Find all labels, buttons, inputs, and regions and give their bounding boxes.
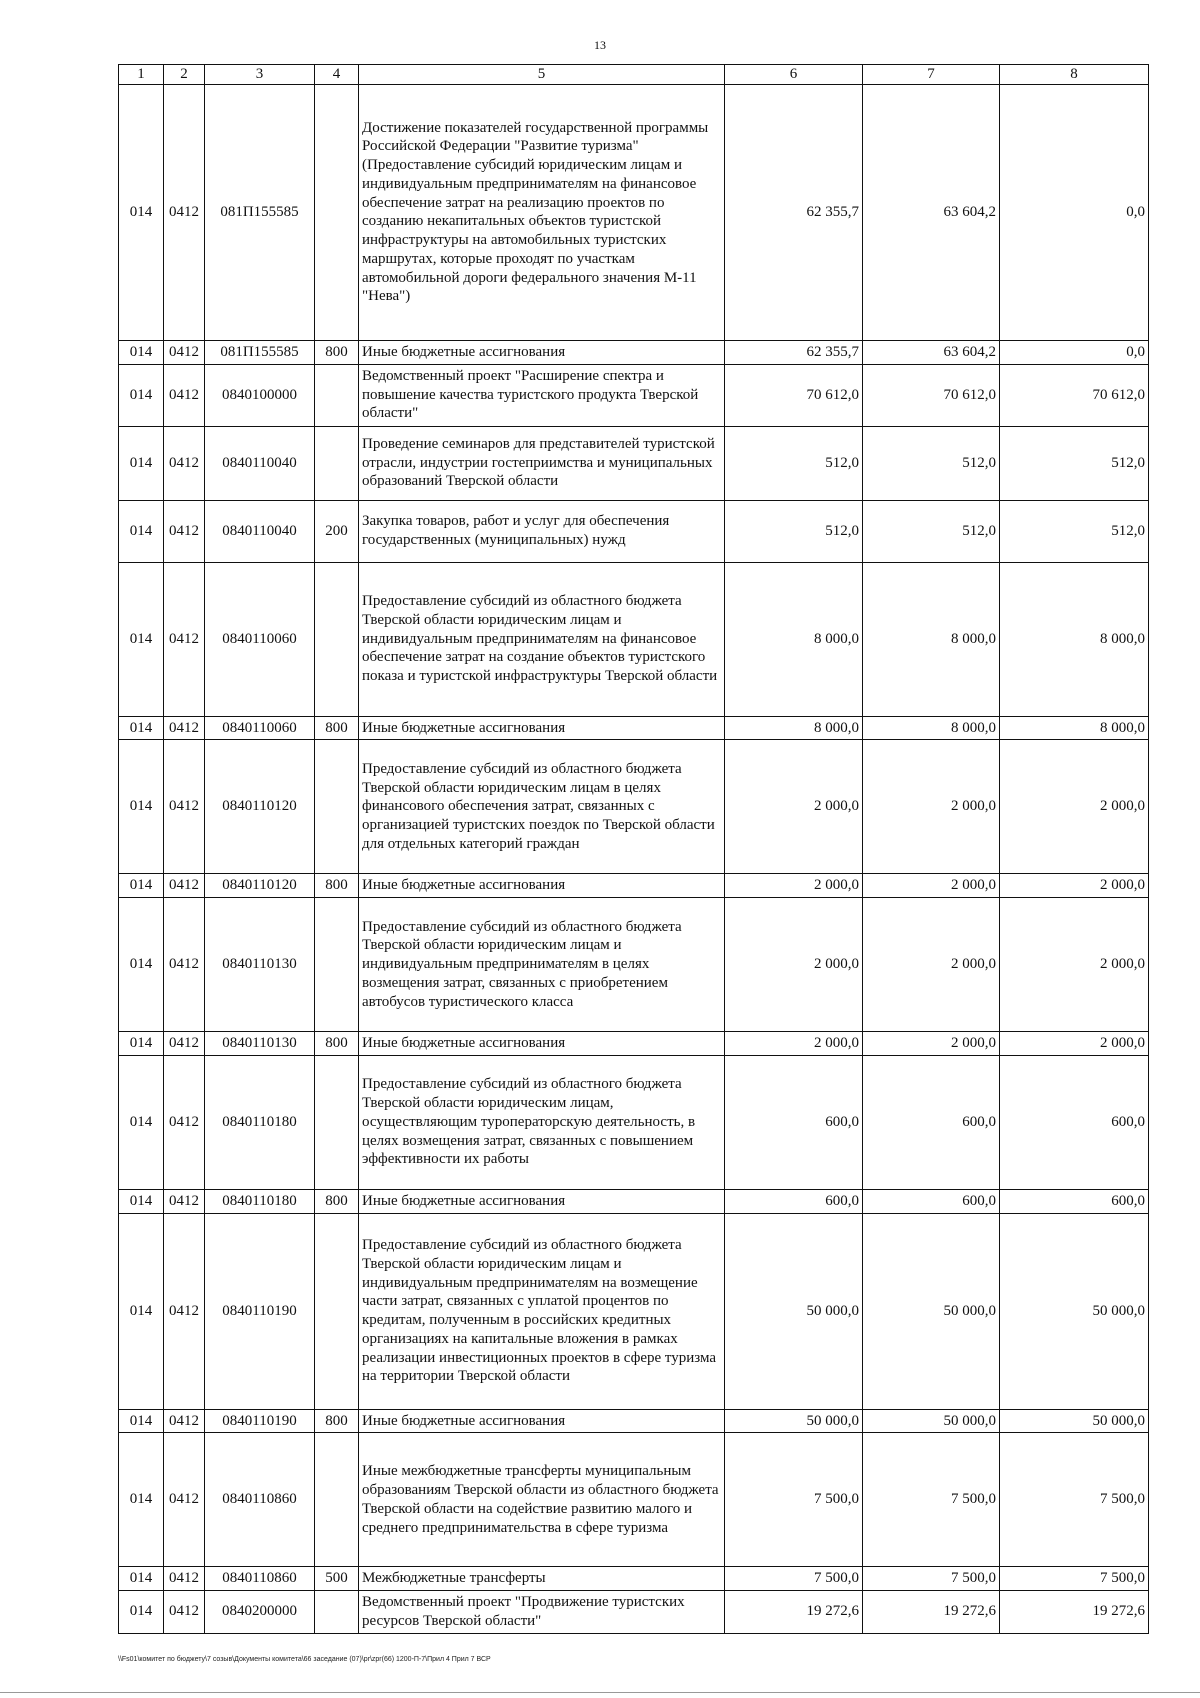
table-row xyxy=(119,340,1149,364)
table-row xyxy=(119,1032,1149,1056)
ministry-code-cell: 014 xyxy=(119,1189,164,1213)
table-row xyxy=(119,364,1149,426)
target-article-cell: 0840110040 xyxy=(205,500,315,562)
section-code-cell: 0412 xyxy=(164,740,205,874)
amount-year-3-cell: 19 272,6 xyxy=(1000,1591,1149,1634)
target-article-cell: 0840110130 xyxy=(205,898,315,1032)
section-code-cell: 0412 xyxy=(164,1409,205,1433)
description-cell: Ведомственный проект "Расширение спектра и повышение качества туристского продукта Тверской области" xyxy=(359,364,725,426)
section-code-cell: 0412 xyxy=(164,898,205,1032)
table-row xyxy=(119,1409,1149,1433)
budget-table xyxy=(118,64,1149,1634)
expense-type-cell xyxy=(315,1433,359,1567)
ministry-code-cell: 014 xyxy=(119,500,164,562)
amount-year-2-cell: 50 000,0 xyxy=(863,1409,1000,1433)
amount-year-1-cell: 512,0 xyxy=(725,426,863,500)
target-article-cell: 0840110060 xyxy=(205,716,315,740)
amount-year-3-cell: 50 000,0 xyxy=(1000,1213,1149,1409)
target-article-cell: 0840200000 xyxy=(205,1591,315,1634)
amount-year-1-cell: 512,0 xyxy=(725,500,863,562)
amount-year-3-cell: 7 500,0 xyxy=(1000,1567,1149,1591)
amount-year-2-cell: 7 500,0 xyxy=(863,1433,1000,1567)
section-code-cell: 0412 xyxy=(164,340,205,364)
amount-year-3-cell: 8 000,0 xyxy=(1000,562,1149,716)
section-code-cell: 0412 xyxy=(164,500,205,562)
ministry-code-cell: 014 xyxy=(119,426,164,500)
description-cell: Предоставление субсидий из областного бюджета Тверской области юридическим лицам и индивидуальным предпринимателям в целях возмещения затрат, связанных с приобретением автобусов туристического класса xyxy=(359,898,725,1032)
description-cell: Иные бюджетные ассигнования xyxy=(359,1032,725,1056)
ministry-code-cell: 014 xyxy=(119,1055,164,1189)
ministry-code-cell: 014 xyxy=(119,562,164,716)
section-code-cell: 0412 xyxy=(164,364,205,426)
section-code-cell: 0412 xyxy=(164,1591,205,1634)
target-article-cell: 0840110060 xyxy=(205,562,315,716)
expense-type-cell: 500 xyxy=(315,1567,359,1591)
amount-year-3-cell: 8 000,0 xyxy=(1000,716,1149,740)
amount-year-3-cell: 2 000,0 xyxy=(1000,874,1149,898)
ministry-code-cell: 014 xyxy=(119,716,164,740)
amount-year-2-cell: 63 604,2 xyxy=(863,84,1000,340)
amount-year-1-cell: 62 355,7 xyxy=(725,340,863,364)
column-header-8: 8 xyxy=(1000,65,1149,85)
column-header-7: 7 xyxy=(863,65,1000,85)
ministry-code-cell: 014 xyxy=(119,1409,164,1433)
amount-year-3-cell: 0,0 xyxy=(1000,340,1149,364)
description-cell: Проведение семинаров для представителей туристской отрасли, индустрии гостеприимства и муниципальных образований Тверской области xyxy=(359,426,725,500)
table-row xyxy=(119,562,1149,716)
table-row xyxy=(119,740,1149,874)
footer-file-path: \\Fs01\комитет по бюджету\7 созыв\Документы комитета\66 заседание (07)\pr\zpr(66) 1200-П-7\Прил 4 Прил 7 ВСР xyxy=(118,1656,491,1663)
amount-year-2-cell: 70 612,0 xyxy=(863,364,1000,426)
table-row xyxy=(119,500,1149,562)
section-code-cell: 0412 xyxy=(164,562,205,716)
expense-type-cell: 800 xyxy=(315,716,359,740)
expense-type-cell: 200 xyxy=(315,500,359,562)
target-article-cell: 0840110190 xyxy=(205,1213,315,1409)
column-header-3: 3 xyxy=(205,65,315,85)
target-article-cell: 0840110130 xyxy=(205,1032,315,1056)
description-cell: Иные бюджетные ассигнования xyxy=(359,716,725,740)
ministry-code-cell: 014 xyxy=(119,364,164,426)
amount-year-3-cell: 70 612,0 xyxy=(1000,364,1149,426)
amount-year-2-cell: 512,0 xyxy=(863,500,1000,562)
table-header xyxy=(119,65,1149,85)
column-header-5: 5 xyxy=(359,65,725,85)
ministry-code-cell: 014 xyxy=(119,740,164,874)
ministry-code-cell: 014 xyxy=(119,1433,164,1567)
expense-type-cell xyxy=(315,898,359,1032)
target-article-cell: 0840100000 xyxy=(205,364,315,426)
amount-year-2-cell: 8 000,0 xyxy=(863,716,1000,740)
target-article-cell: 0840110180 xyxy=(205,1189,315,1213)
amount-year-1-cell: 8 000,0 xyxy=(725,562,863,716)
amount-year-3-cell: 2 000,0 xyxy=(1000,740,1149,874)
amount-year-2-cell: 8 000,0 xyxy=(863,562,1000,716)
table-row xyxy=(119,1433,1149,1567)
description-cell: Иные бюджетные ассигнования xyxy=(359,1189,725,1213)
amount-year-2-cell: 600,0 xyxy=(863,1055,1000,1189)
expense-type-cell xyxy=(315,364,359,426)
scan-edge-line xyxy=(0,1692,1200,1693)
amount-year-2-cell: 63 604,2 xyxy=(863,340,1000,364)
amount-year-2-cell: 7 500,0 xyxy=(863,1567,1000,1591)
description-cell: Предоставление субсидий из областного бюджета Тверской области юридическим лицам и индивидуальным предпринимателям на возмещение части затрат, связанных с уплатой процентов по кредитам, полученным в российских кредитных организациях на капитальные вложения в рамках реализации инвестиционных проектов в сфере туризма на территории Тверской области xyxy=(359,1213,725,1409)
description-cell: Предоставление субсидий из областного бюджета Тверской области юридическим лицам, осуществляющим туроператорскую деятельность, в целях возмещения затрат, связанных с повышением эффективности их работы xyxy=(359,1055,725,1189)
description-cell: Предоставление субсидий из областного бюджета Тверской области юридическим лицам в целях финансового обеспечения затрат, связанных с организацией туристских поездок по Тверской области для отдельных категорий граждан xyxy=(359,740,725,874)
table-row xyxy=(119,1189,1149,1213)
amount-year-1-cell: 7 500,0 xyxy=(725,1433,863,1567)
column-header-1: 1 xyxy=(119,65,164,85)
section-code-cell: 0412 xyxy=(164,426,205,500)
table-row xyxy=(119,1213,1149,1409)
target-article-cell: 0840110120 xyxy=(205,740,315,874)
table-body xyxy=(119,84,1149,1633)
expense-type-cell xyxy=(315,84,359,340)
expense-type-cell xyxy=(315,426,359,500)
amount-year-3-cell: 512,0 xyxy=(1000,500,1149,562)
amount-year-3-cell: 2 000,0 xyxy=(1000,1032,1149,1056)
expense-type-cell: 800 xyxy=(315,874,359,898)
section-code-cell: 0412 xyxy=(164,1055,205,1189)
amount-year-1-cell: 600,0 xyxy=(725,1189,863,1213)
section-code-cell: 0412 xyxy=(164,1189,205,1213)
section-code-cell: 0412 xyxy=(164,1032,205,1056)
target-article-cell: 0840110180 xyxy=(205,1055,315,1189)
expense-type-cell xyxy=(315,562,359,716)
column-header-2: 2 xyxy=(164,65,205,85)
amount-year-2-cell: 2 000,0 xyxy=(863,898,1000,1032)
description-cell: Иные бюджетные ассигнования xyxy=(359,874,725,898)
amount-year-1-cell: 50 000,0 xyxy=(725,1409,863,1433)
table-row xyxy=(119,1591,1149,1634)
expense-type-cell: 800 xyxy=(315,340,359,364)
amount-year-1-cell: 8 000,0 xyxy=(725,716,863,740)
amount-year-2-cell: 512,0 xyxy=(863,426,1000,500)
section-code-cell: 0412 xyxy=(164,1433,205,1567)
header-row xyxy=(119,65,1149,85)
column-header-4: 4 xyxy=(315,65,359,85)
expense-type-cell xyxy=(315,1213,359,1409)
section-code-cell: 0412 xyxy=(164,874,205,898)
ministry-code-cell: 014 xyxy=(119,340,164,364)
expense-type-cell: 800 xyxy=(315,1032,359,1056)
amount-year-2-cell: 2 000,0 xyxy=(863,874,1000,898)
column-header-6: 6 xyxy=(725,65,863,85)
section-code-cell: 0412 xyxy=(164,716,205,740)
target-article-cell: 081П155585 xyxy=(205,340,315,364)
amount-year-1-cell: 62 355,7 xyxy=(725,84,863,340)
section-code-cell: 0412 xyxy=(164,1567,205,1591)
target-article-cell: 0840110860 xyxy=(205,1567,315,1591)
section-code-cell: 0412 xyxy=(164,84,205,340)
target-article-cell: 0840110120 xyxy=(205,874,315,898)
ministry-code-cell: 014 xyxy=(119,84,164,340)
expense-type-cell xyxy=(315,1055,359,1189)
description-cell: Ведомственный проект "Продвижение туристских ресурсов Тверской области" xyxy=(359,1591,725,1634)
amount-year-2-cell: 2 000,0 xyxy=(863,1032,1000,1056)
target-article-cell: 0840110190 xyxy=(205,1409,315,1433)
amount-year-2-cell: 50 000,0 xyxy=(863,1213,1000,1409)
description-cell: Предоставление субсидий из областного бюджета Тверской области юридическим лицам и индивидуальным предпринимателям на финансовое обеспечение затрат на создание объектов туристского показа и туристской инфраструктуры Тверской области xyxy=(359,562,725,716)
ministry-code-cell: 014 xyxy=(119,898,164,1032)
ministry-code-cell: 014 xyxy=(119,1591,164,1634)
table-row xyxy=(119,426,1149,500)
amount-year-1-cell: 600,0 xyxy=(725,1055,863,1189)
description-cell: Иные бюджетные ассигнования xyxy=(359,1409,725,1433)
amount-year-1-cell: 70 612,0 xyxy=(725,364,863,426)
amount-year-1-cell: 19 272,6 xyxy=(725,1591,863,1634)
section-code-cell: 0412 xyxy=(164,1213,205,1409)
expense-type-cell: 800 xyxy=(315,1409,359,1433)
amount-year-3-cell: 600,0 xyxy=(1000,1189,1149,1213)
amount-year-3-cell: 600,0 xyxy=(1000,1055,1149,1189)
expense-type-cell: 800 xyxy=(315,1189,359,1213)
target-article-cell: 0840110860 xyxy=(205,1433,315,1567)
amount-year-2-cell: 600,0 xyxy=(863,1189,1000,1213)
amount-year-2-cell: 19 272,6 xyxy=(863,1591,1000,1634)
description-cell: Межбюджетные трансферты xyxy=(359,1567,725,1591)
ministry-code-cell: 014 xyxy=(119,1567,164,1591)
table-row xyxy=(119,716,1149,740)
table-row xyxy=(119,898,1149,1032)
amount-year-3-cell: 7 500,0 xyxy=(1000,1433,1149,1567)
description-cell: Иные межбюджетные трансферты муниципальным образованиям Тверской области из областного бюджета Тверской области на содействие развитию малого и среднего предпринимательства в сфере туризма xyxy=(359,1433,725,1567)
table-row xyxy=(119,1055,1149,1189)
ministry-code-cell: 014 xyxy=(119,874,164,898)
amount-year-1-cell: 2 000,0 xyxy=(725,898,863,1032)
amount-year-3-cell: 2 000,0 xyxy=(1000,898,1149,1032)
amount-year-3-cell: 50 000,0 xyxy=(1000,1409,1149,1433)
description-cell: Достижение показателей государственной программы Российской Федерации "Развитие туризма" (Предоставление субсидий юридическим лицам и индивидуальным предпринимателям на финансовое обеспечение затрат на реализацию проектов по созданию некапитальных объектов туристской инфраструктуры на автомобильных туристских маршрутах, которые проходят по участкам автомобильной дороги федерального значения М-11 "Нева") xyxy=(359,84,725,340)
amount-year-1-cell: 7 500,0 xyxy=(725,1567,863,1591)
description-cell: Закупка товаров, работ и услуг для обеспечения государственных (муниципальных) нужд xyxy=(359,500,725,562)
target-article-cell: 0840110040 xyxy=(205,426,315,500)
expense-type-cell xyxy=(315,1591,359,1634)
target-article-cell: 081П155585 xyxy=(205,84,315,340)
amount-year-3-cell: 512,0 xyxy=(1000,426,1149,500)
amount-year-1-cell: 2 000,0 xyxy=(725,1032,863,1056)
description-cell: Иные бюджетные ассигнования xyxy=(359,340,725,364)
expense-type-cell xyxy=(315,740,359,874)
amount-year-1-cell: 2 000,0 xyxy=(725,740,863,874)
ministry-code-cell: 014 xyxy=(119,1032,164,1056)
table-row xyxy=(119,1567,1149,1591)
table-row xyxy=(119,84,1149,340)
amount-year-3-cell: 0,0 xyxy=(1000,84,1149,340)
amount-year-1-cell: 50 000,0 xyxy=(725,1213,863,1409)
ministry-code-cell: 014 xyxy=(119,1213,164,1409)
amount-year-2-cell: 2 000,0 xyxy=(863,740,1000,874)
page-number: 13 xyxy=(594,38,606,52)
amount-year-1-cell: 2 000,0 xyxy=(725,874,863,898)
table-row xyxy=(119,874,1149,898)
